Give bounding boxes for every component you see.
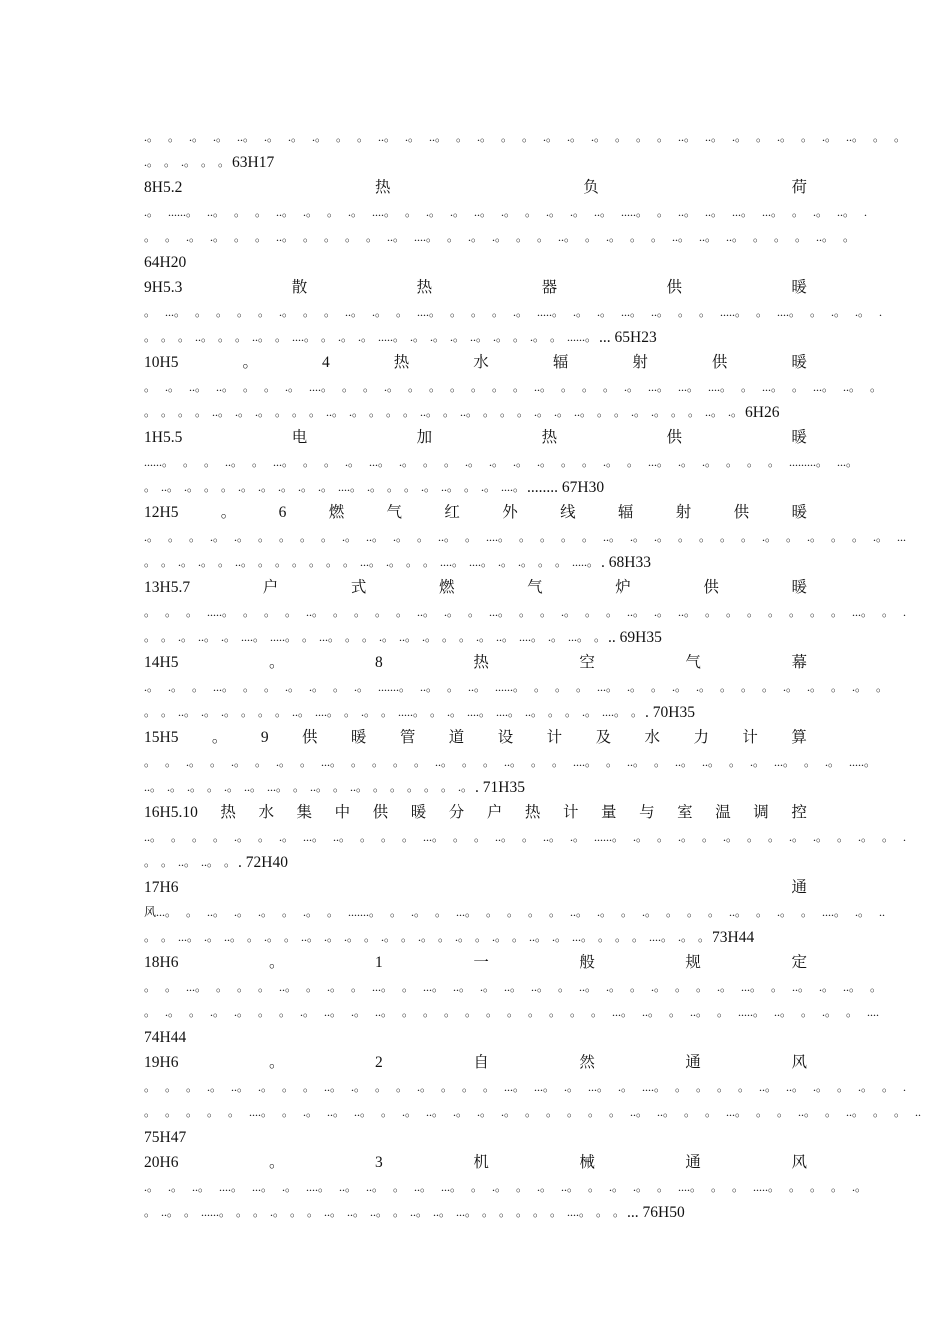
- toc-title-char: 般: [579, 954, 595, 971]
- toc-entry-title[interactable]: [144, 1050, 807, 1075]
- toc-leader-dots: [144, 700, 807, 725]
- toc-title-char: 热: [524, 804, 541, 821]
- leader-text: .。 。 .。 .。 ..。 .。 .。 .。 。 。 ..。 .。 ..。 。 .。 。 。 .。 .。 .。 。 。 。 ..。 ..。 .。 。 .。 。 .。 ..。 。 。: [144, 130, 907, 144]
- toc-title-char: 道: [448, 729, 465, 746]
- toc-entry-title[interactable]: [144, 950, 807, 975]
- toc-title-char: 炉: [615, 579, 631, 596]
- toc-title-char: 供: [733, 504, 750, 521]
- leader-text: 。 。 ..。 .。 .。 。 。 。 ..。 ....。 。 .。 。 .....。 。 .。 ....。 ....。 ..。 。 。 .。 ....。 。: [144, 705, 644, 719]
- toc-title-char: 量: [601, 804, 617, 821]
- leader-text: 。 。 .。 。 .。 。 .。 。 ...。 。 。 。 。 ..。 。 。 ..。 。 。 ....。 。 ..。 。 ..。 ..。 。 .。 ...。 。 .。 .....。: [144, 755, 877, 769]
- toc-title-char: 温: [715, 804, 731, 821]
- leader-text: 。 。 .。 ..。 .。 ....。 .....。 。 ...。 。 。 .。 ..。 .。 。 。 .。 ..。 ....。 .。 ...。 。: [144, 630, 607, 644]
- toc-entry: [144, 575, 907, 650]
- toc-entry-title[interactable]: [144, 175, 807, 200]
- toc-title-char: 供: [703, 579, 719, 596]
- toc-title-char: 设: [497, 729, 514, 746]
- toc-entry: [144, 650, 889, 725]
- toc-title-char: 集: [296, 804, 313, 821]
- toc-title-char: 9: [260, 729, 269, 746]
- toc-entry-number: 19H6: [144, 1054, 179, 1071]
- toc-entry-title[interactable]: [144, 275, 807, 300]
- toc-title-char: 及: [595, 729, 612, 746]
- toc-title-char: 计: [562, 804, 579, 821]
- toc-entry: [144, 1150, 868, 1225]
- toc-leader-dots: [144, 750, 877, 775]
- table-of-contents: [144, 125, 922, 1225]
- toc-title-char: 供: [372, 804, 389, 821]
- toc-title-char: 算: [791, 729, 807, 746]
- toc-title-char: 热: [220, 804, 236, 821]
- toc-title-char: 空: [579, 654, 595, 671]
- toc-leader-dots: [144, 225, 856, 250]
- toc-leader-dots: [144, 975, 883, 1000]
- toc-page-ref: .. 69H35: [608, 629, 662, 646]
- toc-leader-dots: [144, 1000, 880, 1025]
- toc-title-char: 供: [666, 279, 683, 296]
- toc-entry-number: 18H6: [144, 954, 179, 971]
- toc-page-ref: . 71H35: [475, 779, 525, 796]
- toc-title-char: 电: [291, 429, 308, 446]
- toc-leader-dots: [144, 300, 883, 325]
- toc-title-char: 。: [268, 1154, 285, 1171]
- toc-entry: [144, 800, 907, 875]
- toc-leader-dots: [144, 1175, 868, 1200]
- toc-title-char: 户: [486, 804, 503, 821]
- toc-title-char: 暖: [791, 429, 807, 446]
- toc-title-char: 6: [278, 504, 287, 521]
- toc-leader-dots: [144, 1100, 922, 1125]
- leader-text: .。 。 。 .。 .。 。 。 。 。 .。 ..。 .。 。 ..。 。 ....。 。 。 。 。 ..。 .。 .。 。 。 。 。 .。 。 .。 。 。 .。 ...: [144, 530, 907, 544]
- leader-text: 。 。 。 .。 ..。 .。 。 。 ..。 .。 。 。 .。 。 。 。 ...。 ...。 .。 ...。 .。 ....。 。 。 。 。 ..。 ..。 .。 。 .。 。 .: [144, 1080, 907, 1094]
- toc-page-ref: ........ 67H30: [527, 479, 605, 496]
- toc-title-char: 加: [416, 429, 433, 446]
- toc-leader-dots: [144, 475, 807, 500]
- leader-text: 。 。 。 .....。 。 。 。 ..。 。 。 。 。 ..。 .。 。 ...。 。 。 .。 。 。 ..。 .。 ..。 。 。 。 。 。 。 。 ...。 。 .: [144, 605, 907, 619]
- leader-text: 。 。 ...。 .。 ..。 。 .。 。 ..。 .。 .。 。 .。 。 .。 。 .。 。 .。 。 ..。 .。 ...。 。 。 。 ....。 .。 。: [144, 930, 711, 944]
- toc-leader-dots: [144, 900, 886, 925]
- toc-title-char: 式: [350, 579, 367, 596]
- toc-entry-number: 12H5: [144, 504, 179, 521]
- toc-entry: [144, 275, 883, 350]
- toc-title-char: 热: [375, 179, 391, 196]
- toc-entry-number: 16H5.10: [144, 804, 198, 821]
- toc-title-char: 辐: [617, 504, 634, 521]
- toc-title-char: 负: [583, 179, 599, 196]
- toc-entry-number: 9H5.3: [144, 279, 183, 296]
- toc-title-char: 燃: [438, 579, 455, 596]
- toc-title-char: 与: [639, 804, 655, 821]
- toc-title-char: 计: [546, 729, 563, 746]
- toc-page-ref: 74H44: [144, 1029, 187, 1046]
- toc-title-char: 气: [386, 504, 403, 521]
- toc-leader-dots: [144, 400, 807, 425]
- toc-title-char: 。: [268, 1054, 285, 1071]
- toc-title-char: 通: [685, 1154, 701, 1171]
- toc-entry-title[interactable]: [144, 875, 807, 900]
- toc-title-char: 2: [375, 1054, 383, 1071]
- toc-entry-number: 14H5: [144, 654, 179, 671]
- toc-entry-title[interactable]: [144, 350, 807, 375]
- toc-entry-number: 15H5: [144, 729, 179, 746]
- toc-title-char: 供: [666, 429, 683, 446]
- leader-text: 。 。 .。 .。 。 。 ..。 。 。 。 。 ..。 ....。 。 .。 .。 。 。 ..。 。 .。 。 。 ..。 ..。 ..。 。 。 。 ..。 。: [144, 230, 856, 244]
- leader-text: .。 。 .。 。 。: [144, 155, 231, 169]
- toc-leader-dots: [144, 775, 807, 800]
- toc-title-char: 管: [399, 729, 416, 746]
- toc-title-char: 计: [742, 729, 758, 746]
- toc-title-char: 。: [268, 954, 285, 971]
- toc-title-char: 热: [541, 429, 558, 446]
- toc-title-char: 供: [301, 729, 318, 746]
- toc-title-char: 热: [416, 279, 433, 296]
- toc-title-char: 暖: [791, 354, 807, 371]
- toc-entry-number: 20H6: [144, 1154, 179, 1171]
- leader-text: 。 .。 。 .。 .。 。 。 .。 ..。 .。 ..。 。 。 。 。 。 。 。 。 。 。 ...。 ..。 。 ..。 。 .....。 ..。 。 .。 。 ....: [144, 1005, 880, 1019]
- toc-leader-dots: [144, 200, 868, 225]
- leader-text: 。 。 ..。 ..。 。: [144, 855, 237, 869]
- toc-entry-title[interactable]: [144, 1150, 807, 1175]
- toc-title-char: 自: [473, 1054, 489, 1071]
- toc-title-char: 燃: [328, 504, 345, 521]
- toc-title-char: 线: [560, 504, 576, 521]
- toc-title-char: 一: [473, 954, 489, 971]
- toc-title-char: 。: [211, 729, 228, 746]
- toc-page-ref: ... 65H23: [599, 329, 657, 346]
- toc-entry-number: 17H6: [144, 879, 179, 896]
- toc-title-char: 。: [268, 654, 285, 671]
- toc-entry-title[interactable]: [144, 800, 807, 825]
- toc-title-char: 规: [685, 954, 701, 971]
- toc-leader-dots: [144, 675, 889, 700]
- toc-leader-dots: [144, 125, 907, 150]
- toc-entry-number: 13H5.7: [144, 579, 191, 596]
- toc-title-char: 通: [685, 1054, 701, 1071]
- toc-entry: [144, 950, 883, 1050]
- toc-title-char: 射: [675, 504, 692, 521]
- toc-entry-title[interactable]: [144, 725, 807, 750]
- leader-text: 。 。 .。 .。 。 ..。 。 。 。 。 。 。 ...。 .。 。 。 ....。 ....。 .。 .。 。 。 .....。: [144, 555, 600, 569]
- toc-title-char: 射: [632, 354, 648, 371]
- leader-text: ..。 .。 .。 。 .。 ..。 ...。 。 ..。 。 ..。 。 。 。 。 。 .。: [144, 780, 474, 794]
- toc-leader-dots: [144, 450, 859, 475]
- toc-entry: [144, 350, 883, 425]
- toc-page-ref: 6H26: [745, 404, 780, 421]
- toc-title-char: 外: [502, 504, 518, 521]
- toc-leader-dots: [144, 925, 807, 950]
- leader-text: .。 .。 ..。 ....。 ...。 .。 ....。 ..。 ..。 。 ..。 ...。 。 .。 。 .。 ..。 。 .。 .。 。 ....。 。 。 .....。 。 。 。 .。: [144, 1180, 868, 1194]
- toc-title-char: 供: [711, 354, 728, 371]
- toc-page-ref: 73H44: [712, 929, 755, 946]
- toc-leader-dots: [144, 325, 807, 350]
- leader-text: .。 .。 。 ...。 。 。 .。 .。 。 .。 .......。 ..。 。 ..。 ......。 。 。 。 ...。 .。 。 .。 .。 。 。 。 .。 .。 。 .。 。: [144, 680, 889, 694]
- toc-title-char: 红: [444, 504, 460, 521]
- toc-entry: [144, 425, 859, 500]
- leader-text: 。 。 。 。 。 ....。 。 .。 ..。 ..。 。 .。 ..。 .。 .。 .。 。 。 。 。 。 ..。 ..。 。 。 ...。 。 。 ..。 。 ..。 。 。 ..: [144, 1105, 922, 1119]
- toc-leader-dots: [144, 850, 807, 875]
- toc-title-char: 户: [262, 579, 279, 596]
- toc-leader-dots: [144, 375, 883, 400]
- toc-title-char: 暖: [410, 804, 427, 821]
- leader-text: 风...。 。 ..。 .。 .。 。 .。 。 .......。 。 .。 。 ...。 。 。 。 。 ..。 .。 。 .。 。 。 。 ..。 。 .。 。 ....。 .。 ..: [144, 905, 886, 919]
- toc-entry: [144, 175, 868, 275]
- toc-title-char: 气: [685, 654, 701, 671]
- toc-leader-dots: [144, 550, 807, 575]
- toc-title-char: 风: [791, 1154, 807, 1171]
- toc-title-char: 。: [242, 354, 258, 371]
- toc-title-char: 热: [393, 354, 410, 371]
- toc-title-char: 1: [375, 954, 383, 971]
- toc-page-ref: 75H47: [144, 1129, 187, 1146]
- toc-title-char: 暖: [791, 504, 807, 521]
- toc-entry-title[interactable]: [144, 500, 807, 525]
- toc-title-char: 中: [334, 804, 351, 821]
- toc-page-ref: . 72H40: [238, 854, 288, 871]
- toc-page-ref: 63H17: [232, 154, 275, 171]
- toc-title-char: 暖: [791, 579, 807, 596]
- toc-title-char: 机: [473, 1154, 489, 1171]
- toc-title-char: 定: [791, 954, 807, 971]
- toc-entry: [144, 1050, 922, 1150]
- leader-text: .。 ......。 ..。 。 。 ..。 .。 。 .。 ....。 。 .。 .。 ..。 .。 。 .。 .。 ..。 .....。 。 ..。 ..。 ...。 ...。 。 .。 ..。 .: [144, 205, 868, 219]
- toc-leader-dots: [144, 600, 907, 625]
- toc-title-char: 暖: [791, 279, 807, 296]
- toc-title-char: 室: [677, 804, 693, 821]
- toc-page-ref: ... 76H50: [627, 1204, 685, 1221]
- toc-title-char: 水: [473, 354, 489, 371]
- leader-text: 。 ..。 .。 。 。 .。 .。 .。 .。 .。 ....。 .。 。 。 .。 ..。 。 .。 ....。: [144, 480, 526, 494]
- leader-text: ..。 。 。 。 .。 。 .。 ...。 ..。 。 。 。 ...。 。 。 ..。 。 ..。 .。 ......。 .。 。 .。 。 .。 。 。 .。 .。 。 .。 。 .: [144, 830, 907, 844]
- toc-title-char: 8: [375, 654, 383, 671]
- leader-text: ......。 。 。 ..。 。 ...。 。 。 .。 ...。 .。 。 。 .。 .。 .。 .。 。 。 .。 。 ...。 .。 .。 。 。 。 .........。 ...。: [144, 455, 859, 469]
- toc-entry: [144, 875, 886, 950]
- toc-leader-dots: [144, 625, 807, 650]
- toc-title-char: 气: [527, 579, 543, 596]
- toc-entry-number: 1H5.5: [144, 429, 183, 446]
- toc-leader-dots: [144, 1075, 907, 1100]
- toc-title-char: 风: [791, 1054, 807, 1071]
- toc-leader-dots: [144, 825, 907, 850]
- leader-text: 。 。 ...。 。 。 。 ..。 。 .。 。 ...。 。 ...。 ..。 .。 ..。 ..。 。 ..。 .。 。 .。 。 。 .。 ...。 。 ..。 .。 ..。 。: [144, 980, 883, 994]
- toc-entry: [144, 500, 907, 575]
- toc-title-char: 水: [258, 804, 274, 821]
- toc-page-ref: . 68H33: [601, 554, 651, 571]
- leader-text: 。 ..。 。 ......。 。 。 .。 。 。 ..。 ..。 ..。 。 ..。 ..。 ...。 。 。 。 。 。 ....。 。 。: [144, 1205, 626, 1219]
- leader-text: 。 .。 ..。 ..。 。 。 .。 ....。 。 。 .。 。 。 。 。 。 。 ..。 。 。 。 .。 ...。 ...。 ....。 。 ...。 。 ...。 ..。 。: [144, 380, 883, 394]
- toc-title-char: 暖: [350, 729, 367, 746]
- toc-title-char: 分: [448, 804, 465, 821]
- toc-title-char: 水: [644, 729, 661, 746]
- toc-title-char: 3: [375, 1154, 383, 1171]
- toc-title-char: 。: [220, 504, 237, 521]
- toc-entry-number: 8H5.2: [144, 179, 183, 196]
- toc-title-char: 调: [753, 804, 769, 821]
- toc-title-char: 然: [579, 1054, 595, 1071]
- toc-title-char: 辐: [552, 354, 569, 371]
- toc-entry-title[interactable]: [144, 575, 807, 600]
- toc-title-char: 力: [693, 729, 709, 746]
- toc-entry: [144, 125, 907, 175]
- toc-title-char: 荷: [791, 179, 807, 196]
- leader-text: 。 。 。 。 ..。 .。 .。 。 。 。 ..。 .。 。 。 。 ..。 。 ..。 。 。 。 .。 .。 ..。 。 。 .。 .。 。 。 ..。 .。: [144, 405, 744, 419]
- leader-text: 。 。 。 ..。 。 。 ..。 。 ....。 。 .。 .。 .....。 .。 .。 .。 ..。 .。 。 .。 。 ......。: [144, 330, 598, 344]
- toc-entry-title[interactable]: [144, 425, 807, 450]
- toc-leader-dots: [144, 525, 907, 550]
- toc-title-char: 幕: [791, 654, 807, 671]
- toc-title-char: 控: [791, 804, 807, 821]
- toc-leader-dots: [144, 1200, 807, 1225]
- toc-entry-title[interactable]: [144, 650, 807, 675]
- toc-page-ref: . 70H35: [645, 704, 695, 721]
- toc-page-ref: 64H20: [144, 254, 187, 271]
- toc-leader-dots: [144, 150, 807, 175]
- leader-text: 。 ...。 。 。 。 。 .。 。 。 ..。 .。 。 ....。 。 。 。 .。 .....。 .。 .。 ...。 ..。 。 。 .....。 。 ....。 。 .。 .。 .: [144, 305, 883, 319]
- toc-title-char: 械: [579, 1154, 595, 1171]
- toc-title-char: 器: [541, 279, 558, 296]
- toc-title-char: 通: [791, 879, 807, 896]
- toc-entry: [144, 725, 877, 800]
- toc-title-char: 4: [322, 354, 330, 371]
- toc-entry-number: 10H5: [144, 354, 179, 371]
- toc-title-char: 散: [291, 279, 308, 296]
- toc-title-char: 热: [473, 654, 489, 671]
